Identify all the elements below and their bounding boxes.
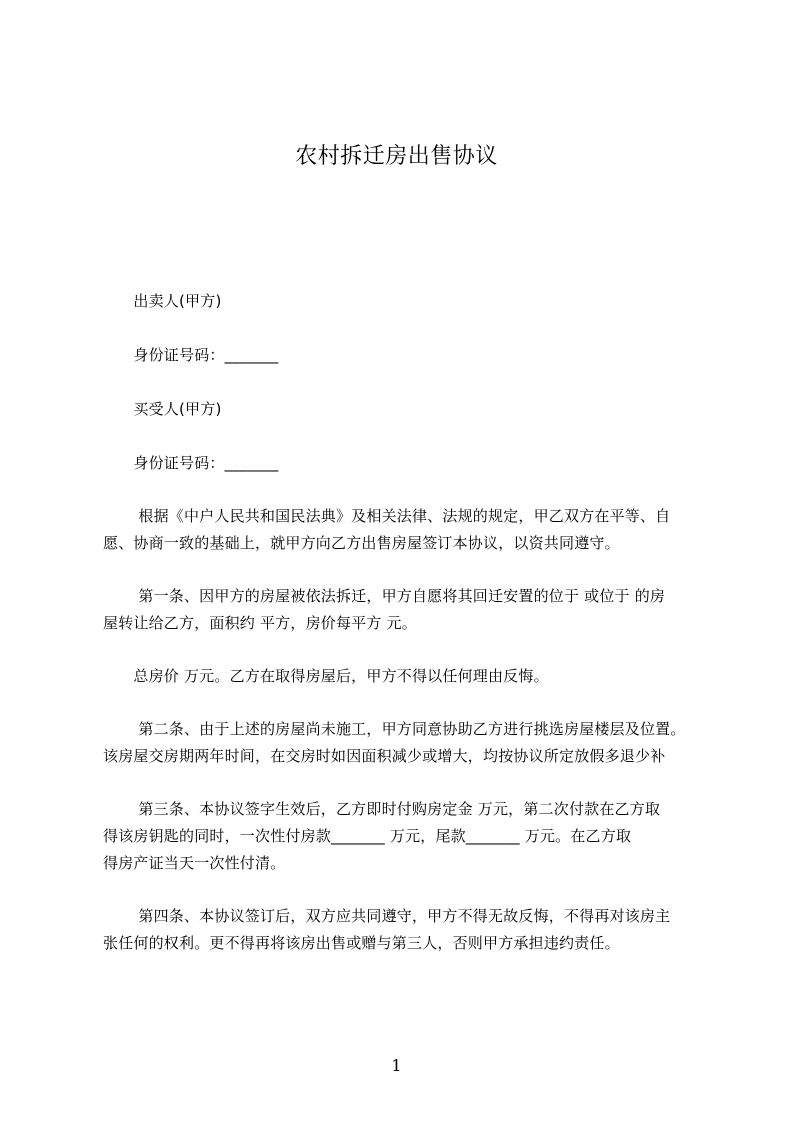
article-4-line-1: 第四条、本协议签订后，双方应共同遵守，甲方不得无故反悔，不得再对该房主 <box>103 907 671 925</box>
total-price-line: 总房价 万元。乙方在取得房屋后，甲方不得以任何理由反悔。 <box>103 667 549 685</box>
article-2-line-2: 该房屋交房期两年时间，在交房时如因面积减少或增大，均按协议所定放假多退少补 <box>103 747 666 765</box>
seller-id-line: 身份证号码：_______ <box>103 346 279 364</box>
article-1-line-1: 第一条、因甲方的房屋被依法拆迁，甲方自愿将其回迁安置的位于 或位于 的房 <box>103 587 666 605</box>
buyer-id-line: 身份证号码：_______ <box>103 454 279 472</box>
article-3-line-1: 第三条、本协议签字生效后，乙方即时付购房定金 万元，第二次付款在乙方取 <box>103 800 661 818</box>
buyer-label: 买受人(甲方) <box>103 400 222 418</box>
preamble-line-2: 愿、协商一致的基础上，就甲方向乙方出售房屋签订本协议，以资共同遵守。 <box>103 534 620 552</box>
article-3-line-2: 得该房钥匙的同时，一次性付房款_______ 万元，尾款_______ 万元。在乙方取 <box>103 827 632 845</box>
article-1-line-2: 屋转让给乙方，面积约 平方，房价每平方 元。 <box>103 614 417 632</box>
article-4-line-2: 张任何的权利。更不得再将该房出售或赠与第三人，否则甲方承担违约责任。 <box>103 934 620 952</box>
article-2-line-1: 第二条、由于上述的房屋尚未施工，甲方同意协助乙方进行挑选房屋楼层及位置。 <box>103 720 686 738</box>
page-number: 1 <box>391 1056 402 1075</box>
article-3-line-3: 得房产证当天一次性付清。 <box>103 854 286 872</box>
seller-label: 出卖人(甲方) <box>103 292 222 310</box>
preamble-line-1: 根据《中户人民共和国民法典》及相关法律、法规的规定，甲乙双方在平等、自 <box>103 507 671 525</box>
document-title: 农村拆迁房出售协议 <box>295 144 498 169</box>
